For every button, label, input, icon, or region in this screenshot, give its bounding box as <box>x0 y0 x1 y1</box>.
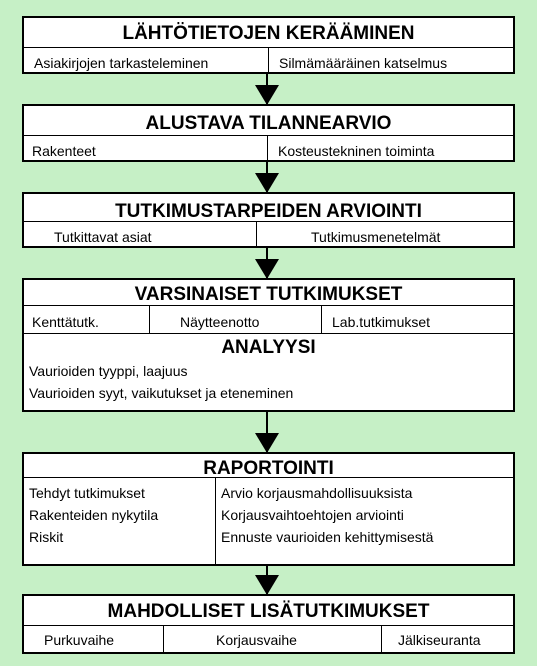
step-box-5 <box>22 452 515 566</box>
step-cell: Asiakirjojen tarkasteleminen <box>34 55 209 71</box>
step-box-6 <box>22 594 515 654</box>
step-cell: Kenttätutk. <box>32 314 99 330</box>
flow-arrow <box>266 412 268 452</box>
step-box-1 <box>22 16 515 74</box>
step-cell: Tutkittavat asiat <box>54 229 152 245</box>
report-item: Tehdyt tutkimukset <box>29 485 145 501</box>
step-cell: Korjausvaihe <box>163 626 381 652</box>
step-box-4 <box>22 278 515 412</box>
step-cell: Purkuvaihe <box>44 632 115 648</box>
step-title: MAHDOLLISET LISÄTUTKIMUKSET <box>24 596 513 626</box>
report-item: Ennuste vaurioiden kehittymisestä <box>221 529 434 545</box>
step-cell: Kosteustekninen toiminta <box>267 136 513 162</box>
step-cell: Lab.tutkimukset <box>321 306 513 333</box>
report-item: Riskit <box>29 529 64 545</box>
step-box-2 <box>22 104 515 162</box>
analysis-title: ANALYYSI <box>221 337 316 358</box>
step-box-3 <box>22 192 515 248</box>
report-item: Rakenteiden nykytila <box>29 507 159 523</box>
report-left-column <box>24 478 215 564</box>
step-cell: Silmämääräinen katselmus <box>268 48 513 74</box>
step-title: RAPORTOINTI <box>24 454 513 478</box>
step-cell: Rakenteet <box>32 143 96 159</box>
flow-arrow <box>266 74 268 104</box>
step-title: VARSINAISET TUTKIMUKSET <box>24 280 513 306</box>
step-title: LÄHTÖTIETOJEN KERÄÄMINEN <box>24 18 513 48</box>
report-right-column <box>215 478 513 564</box>
step-cell: Jälkiseuranta <box>381 626 513 652</box>
analysis-line: Vaurioiden syyt, vaikutukset ja eteneminen <box>29 385 294 401</box>
flow-arrow <box>266 248 268 278</box>
step-cell: Näytteenotto <box>149 306 321 333</box>
report-item: Arvio korjausmahdollisuuksista <box>221 485 413 501</box>
step-title: ALUSTAVA TILANNEARVIO <box>24 106 513 136</box>
report-item: Korjausvaihtoehtojen arviointi <box>221 507 404 523</box>
flow-arrow <box>266 162 268 192</box>
flow-arrow <box>266 566 268 594</box>
step-cell: Tutkimusmenetelmät <box>256 222 513 248</box>
analysis-line: Vaurioiden tyyppi, laajuus <box>29 363 188 379</box>
step-title: TUTKIMUSTARPEIDEN ARVIOINTI <box>24 194 513 222</box>
